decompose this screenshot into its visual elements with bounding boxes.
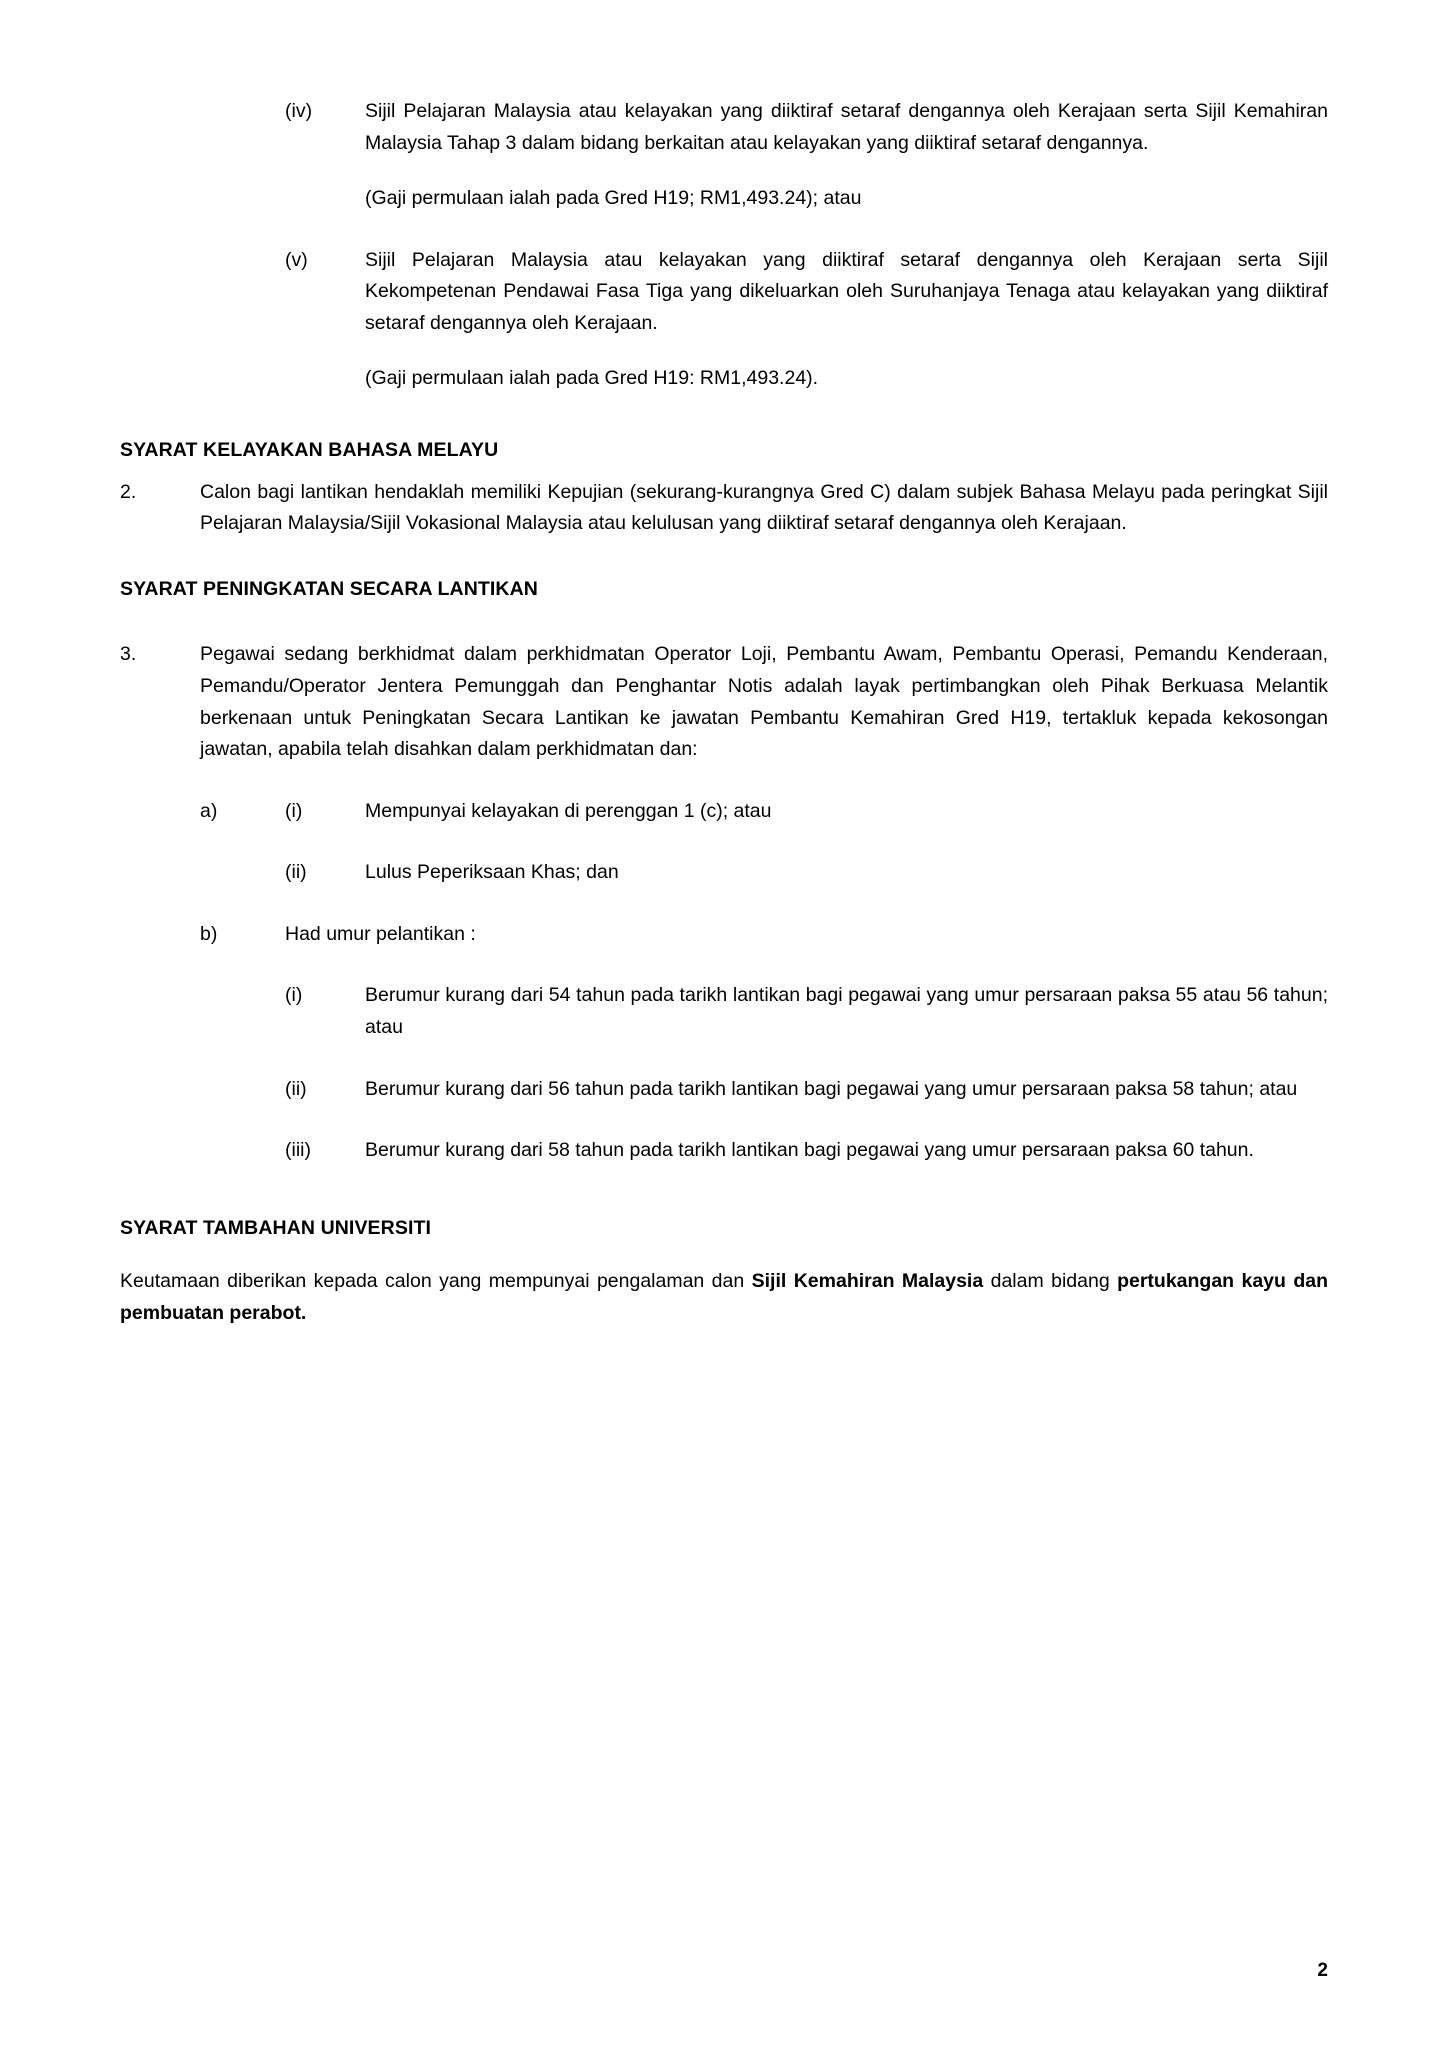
sub-list-text: Had umur pelantikan : [285,922,476,945]
section-heading-bahasa-melayu: SYARAT KELAYAKAN BAHASA MELAYU [120,439,499,462]
numbered-paragraph-3 [120,639,1328,765]
list-item-text: Sijil Pelajaran Malaysia atau kelayakan yang diiktiraf setaraf dengannya oleh Kerajaan serta Sijil Kemahiran Malaysia Tahap 3 dalam bidang berkaitan atau kelayakan yang diiktiraf setaraf dengannya. [365,100,1328,154]
tambahan-bold-certificate: Sijil Kemahiran Malaysia [751,1270,984,1293]
paragraph-text: Calon bagi lantikan hendaklah memiliki Kepujian (sekurang-kurangnya Gred C) dalam subjek Bahasa Melayu pada peringkat Sijil Pelajaran Malaysia/Sijil Vokasional Malaysia atau kelulusan yang diiktiraf setaraf dengannya oleh Kerajaan. [200,480,1328,535]
sub-list-marker-b: b) [200,922,218,945]
page-number: 2 [1317,1960,1328,1981]
tambahan-text-part2: dalam bidang [983,1270,1118,1293]
paragraph-text: Pegawai sedang berkhidmat dalam perkhidmatan Operator Loji, Pembantu Awam, Pembantu Operasi, Pemandu Kenderaan, Pemandu/Operator Jentera Pemunggah dan Penghantar Notis adalah layak pertimbangkan oleh Pihak Berkuasa Melantik berkenaan untuk Peningkatan Secara Lantikan ke jawatan Pembantu Kemahiran Gred H19, tertakluk kepada kekosongan jawatan, apabila telah disahkan dalam perkhidmatan dan: [200,643,1328,761]
sub-list-item-b-ii [285,1074,1328,1106]
tambahan-bold-field: pertukangan kayu dan pembuatan perabot. [120,1270,1329,1324]
sub-list-marker-roman: (i) [285,984,303,1007]
sub-list-marker-a: a) [200,799,218,822]
sub-list-item-b-i [285,980,1328,1043]
sub-list-item-a-ii [200,857,1328,889]
sub-list-marker-roman: (iii) [285,1139,311,1162]
document-body [120,96,1328,1329]
sub-list-text: Berumur kurang dari 58 tahun pada tarikh lantikan bagi pegawai yang umur persaraan paksa 60 tahun. [365,1139,1254,1162]
salary-note: (Gaji permulaan ialah pada Gred H19; RM1,493.24); atau [365,187,862,210]
numbered-paragraph-2 [120,477,1328,540]
section-heading-tambahan: SYARAT TAMBAHAN UNIVERSITI [120,1216,432,1239]
list-item [285,245,1328,340]
salary-note: (Gaji permulaan ialah pada Gred H19: RM1,493.24). [365,367,819,390]
sub-list-marker-roman: (i) [285,799,303,822]
sub-list-marker-roman: (ii) [285,1077,307,1100]
sub-list-marker-roman: (ii) [285,861,307,884]
sub-list-text: Berumur kurang dari 56 tahun pada tarikh lantikan bagi pegawai yang umur persaraan paksa 58 tahun; atau [365,1077,1298,1100]
section-heading-peningkatan: SYARAT PENINGKATAN SECARA LANTIKAN [120,577,538,600]
list-item [285,96,1328,159]
sub-list-text: Lulus Peperiksaan Khas; dan [365,861,619,884]
paragraph-number: 2. [120,480,137,503]
sub-list-text: Mempunyai kelayakan di perenggan 1 (c); atau [365,799,772,822]
sub-list-item-a-i [200,796,1328,828]
sub-list-item-b [200,919,1328,951]
list-item-marker: (v) [285,248,308,271]
tambahan-paragraph [120,1266,1328,1329]
paragraph-number: 3. [120,643,137,666]
list-item-marker: (iv) [285,100,313,122]
sub-list-item-b-iii [285,1135,1328,1167]
tambahan-text-part1: Keutamaan diberikan kepada calon yang mempunyai pengalaman dan [120,1270,752,1293]
sub-list-text: Berumur kurang dari 54 tahun pada tarikh lantikan bagi pegawai yang umur persaraan paksa 55 atau 56 tahun; atau [365,984,1328,1038]
list-item-text: Sijil Pelajaran Malaysia atau kelayakan yang diiktiraf setaraf dengannya oleh Kerajaan serta Sijil Kekompetenan Pendawai Fasa Tiga yang dikeluarkan oleh Suruhanjaya Tenaga atau kelayakan yang diiktiraf setaraf dengannya oleh Kerajaan. [365,248,1328,334]
